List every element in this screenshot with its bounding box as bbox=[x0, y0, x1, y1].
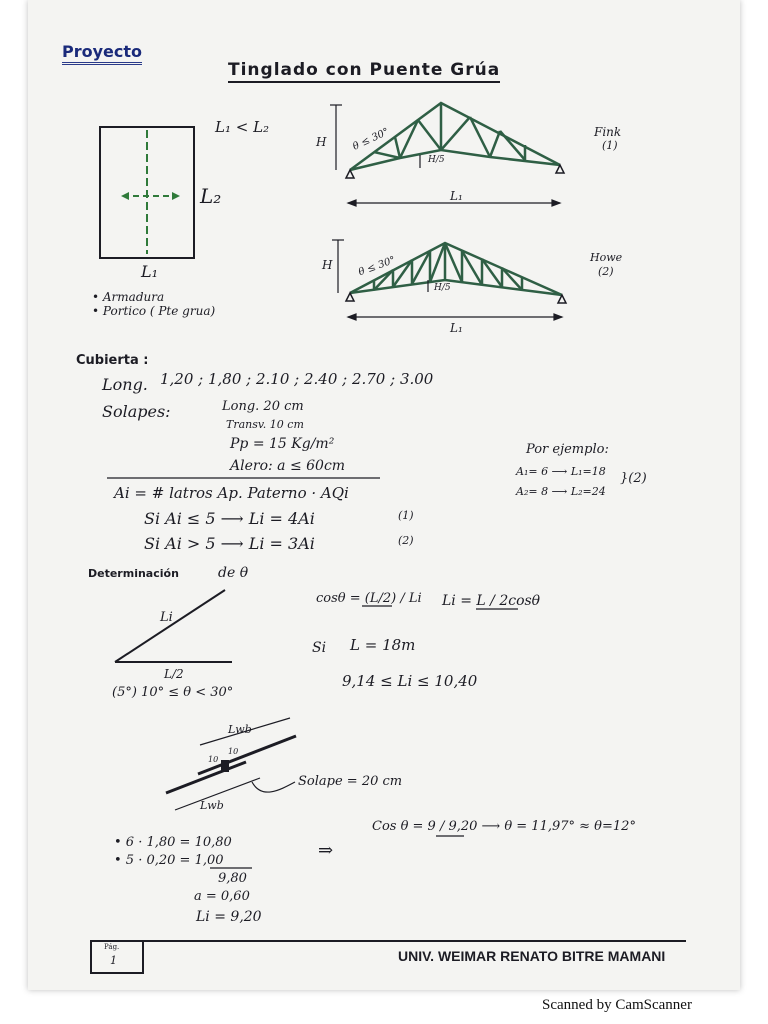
plan-bullet-portico: • Portico ( Pte grua) bbox=[92, 304, 216, 318]
fink-number: (1) bbox=[602, 139, 618, 152]
theta-heading: Determinación bbox=[88, 567, 179, 580]
triangle-li-label: Li bbox=[160, 610, 173, 625]
calc-li: Li = 9,20 bbox=[196, 909, 262, 925]
l-value: L = 18m bbox=[350, 636, 416, 654]
project-label: Proyecto bbox=[62, 44, 142, 65]
calc-sum: 9,80 bbox=[218, 871, 247, 886]
cubierta-heading: Cubierta : bbox=[76, 353, 149, 368]
plan-l1-label: L₁ bbox=[141, 262, 159, 281]
lwb-top-label: Lwb bbox=[228, 723, 252, 736]
howe-number: (2) bbox=[598, 265, 614, 278]
rule-1-number: (1) bbox=[398, 509, 414, 522]
fink-h-label: H bbox=[316, 135, 327, 149]
plan-l2-label: L₂ bbox=[200, 184, 222, 208]
plan-drawing bbox=[100, 127, 194, 258]
fink-theta-label: θ ≤ 30° bbox=[351, 126, 391, 153]
howe-name: Howe bbox=[590, 251, 623, 264]
cubierta-lengths: 1,20 ; 1,80 ; 2.10 ; 2.40 ; 2.70 ; 3.00 bbox=[160, 370, 434, 388]
example-2: A₂= 8 ⟶ L₂=24 bbox=[516, 485, 606, 498]
overlap-ten-a: 10 bbox=[208, 755, 219, 764]
calc-alero: a = 0,60 bbox=[194, 889, 250, 904]
solape-transv: Transv. 10 cm bbox=[226, 418, 304, 431]
overlap-ten-b: 10 bbox=[228, 747, 239, 756]
theta-range: (5°) 10° ≤ θ < 30° bbox=[112, 685, 234, 700]
fink-span-label: L₁ bbox=[450, 189, 463, 203]
calc-line-1: • 6 · 1,80 = 10,80 bbox=[114, 835, 232, 850]
page-label: Pág. bbox=[104, 943, 120, 951]
peso-propio: Pp = 15 Kg/m² bbox=[230, 436, 335, 452]
page-number: 1 bbox=[110, 954, 117, 967]
howe-span-label: L₁ bbox=[450, 321, 463, 335]
implies-arrow: ⇒ bbox=[318, 840, 334, 861]
li-range: 9,14 ≤ Li ≤ 10,40 bbox=[342, 672, 478, 690]
fink-name: Fink bbox=[594, 125, 622, 139]
solapes-label: Solapes: bbox=[102, 402, 171, 421]
page-number-box bbox=[90, 940, 144, 974]
solape-label: Solape = 20 cm bbox=[298, 774, 403, 789]
footer-rule bbox=[90, 940, 686, 942]
page-title: Tinglado con Puente Grúa bbox=[228, 62, 500, 83]
howe-slope-label: H/5 bbox=[434, 283, 451, 293]
cos-result: Cos θ = 9 / 9,20 ⟶ θ = 11,97° ≈ θ=12° bbox=[372, 819, 636, 834]
cubierta-long-label: Long. bbox=[102, 375, 148, 394]
example-1: A₁= 6 ⟶ L₁=18 bbox=[516, 465, 606, 478]
si-label: Si bbox=[312, 640, 327, 656]
theta-heading-de: de θ bbox=[218, 565, 249, 581]
cos-formula: cosθ = (L/2) / Li bbox=[316, 591, 422, 606]
plan-bullet-armadura: • Armadura bbox=[92, 290, 165, 304]
lwb-bottom-label: Lwb bbox=[200, 799, 224, 812]
ai-definition: Ai = # latros Ap. Paterno · AQi bbox=[114, 484, 349, 502]
theta-triangle bbox=[115, 590, 232, 662]
rule-ai-le-5: Si Ai ≤ 5 ⟶ Li = 4Ai bbox=[144, 509, 315, 528]
example-title: Por ejemplo: bbox=[526, 442, 609, 457]
howe-truss-drawing bbox=[346, 243, 566, 303]
plan-relation: L₁ < L₂ bbox=[215, 118, 270, 136]
calc-line-2: • 5 · 0,20 = 1,00 bbox=[114, 853, 224, 868]
fink-slope-label: H/5 bbox=[428, 155, 445, 165]
author-footer: UNIV. WEIMAR RENATO BITRE MAMANI bbox=[398, 948, 666, 964]
scanner-watermark: Scanned by CamScanner bbox=[542, 997, 692, 1013]
triangle-half-l-label: L/2 bbox=[164, 667, 184, 681]
solape-long: Long. 20 cm bbox=[222, 399, 304, 414]
alero: Alero: a ≤ 60cm bbox=[230, 458, 346, 474]
howe-theta-label: θ ≤ 30° bbox=[357, 254, 398, 279]
rule-2-number: (2) bbox=[398, 534, 414, 547]
howe-h-label: H bbox=[322, 258, 333, 272]
example-ref: }(2) bbox=[620, 471, 647, 486]
li-formula: Li = L / 2cosθ bbox=[442, 593, 541, 609]
rule-ai-gt-5: Si Ai > 5 ⟶ Li = 3Ai bbox=[144, 534, 315, 553]
